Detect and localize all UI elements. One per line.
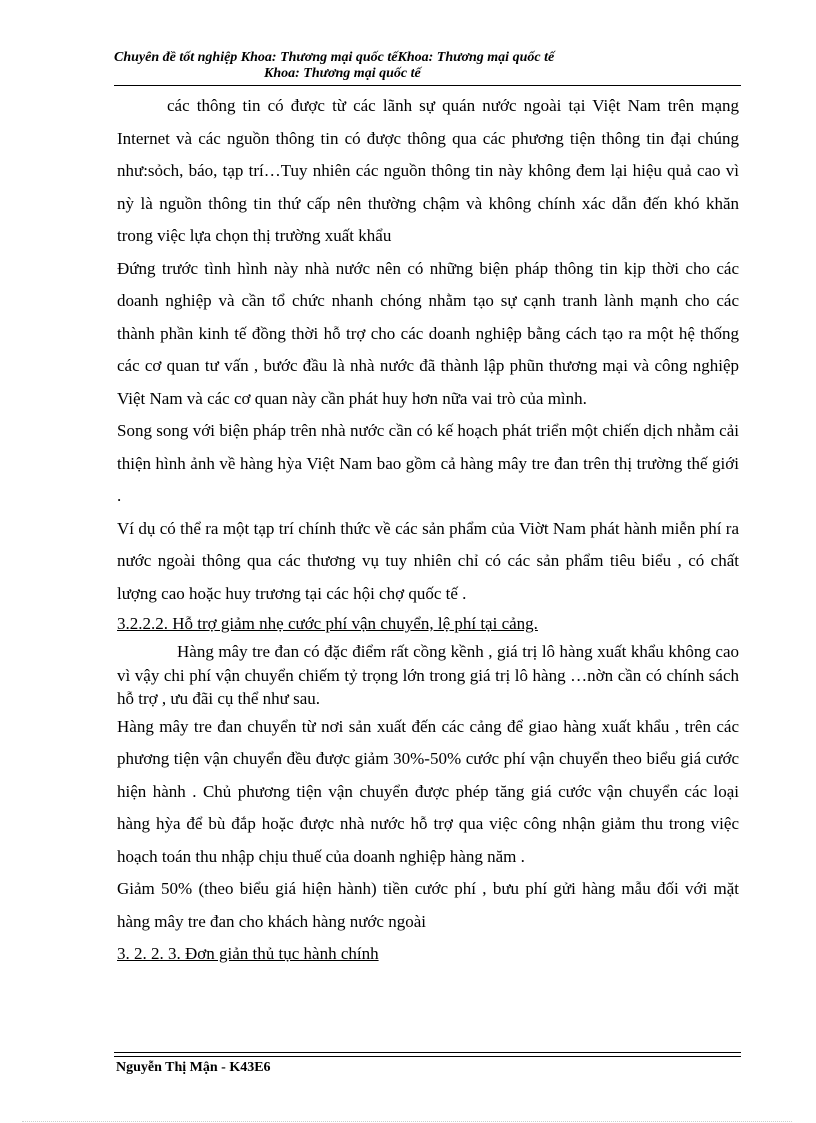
header-rule: [114, 85, 741, 86]
paragraph-5: Hàng mây tre đan có đặc điểm rất cồng kềnh , giá trị lô hàng xuất khẩu không cao vì vậy chi phí vận chuyển chiếm tỷ trọng lớn trong giá trị lô hàng …nờn cần có chính sách hỗ trợ , ưu đãi cụ thể như sau.: [117, 642, 739, 708]
paragraph-3: Song song với biện pháp trên nhà nước cần có kế hoạch phát triển một chiến dịch nhằm cải thiện hình ảnh về hàng hỳa Việt Nam bao gồm cả hàng mây tre đan trên thị trường thế giới .: [117, 421, 739, 505]
paragraph-6: Hàng mây tre đan chuyển từ nơi sản xuất đến các cảng để giao hàng xuất khẩu , trên các phương tiện vận chuyển đều được giảm 30%-50% cước phí vận chuyển theo biểu giá cước hiện hành . Chủ phương tiện vận chuyển được phép tăng giá cước vận chuyển các loại hàng hỳa để bù đắp hoặc được nhà nước hỗ trợ qua việc công nhận giảm thu trong việc hoạch toán thu nhập chịu thuế của doanh nghiệp hàng năm .: [117, 716, 739, 866]
paragraph-1: các thông tin có được từ các lãnh sự quán nước ngoài tại Việt Nam trên mạng Internet và các nguồn thông tin có được thông qua các phương tiện thông tin đại chúng như:sỏch, báo, tạp trí…Tuy nhiên các nguồn thông tin này không đem lại hiệu quả cao vì nỳ là nguồn thông tin thứ cấp nên thường chậm và không chính xác dẫn đến khó khăn trong việc lựa chọn thị trường xuất khẩu: [117, 96, 739, 245]
footer-rule-top: [114, 1052, 741, 1053]
page-header: [114, 50, 740, 82]
section-heading-3-2-2-3: 3. 2. 2. 3. Đơn giản thủ tục hành chính: [117, 944, 379, 963]
section-heading-3-2-2-2: 3.2.2.2. Hỗ trợ giảm nhẹ cước phí vận chuyển, lệ phí tại cảng.: [117, 614, 538, 633]
paragraph-2: Đứng trước tình hình này nhà nước nên có những biện pháp thông tin kịp thời cho các doanh nghiệp và cần tổ chức nhanh chóng nhằm tạo sự cạnh tranh lành mạnh cho các thành phần kinh tế đồng thời hỗ trợ cho các doanh nghiệp bằng cách tạo ra một hệ thống các cơ quan tư vấn , bước đầu là nhà nước đã thành lập phũn thương mại và công nghiệp Việt Nam và các cơ quan này cần phát huy hơn nữa vai trò của mình.: [117, 258, 739, 408]
page-edge-dotted-line: [22, 1121, 792, 1122]
header-line-2: Khoa: Thương mại quốc tế: [264, 66, 421, 81]
paragraph-7: Giảm 50% (theo biểu giá hiện hành) tiền cước phí , bưu phí gửi hàng mẫu đối với mặt hàng mây tre đan cho khách hàng nước ngoài: [117, 879, 739, 931]
document-body: [117, 90, 739, 968]
header-line-1: Chuyên đề tốt nghiệp Khoa: Thương mại quốc tếKhoa: Thương mại quốc tế: [114, 50, 555, 65]
page-footer-author: Nguyễn Thị Mận - K43E6: [116, 1060, 271, 1075]
footer-rule-bottom: [114, 1056, 741, 1057]
paragraph-4: Ví dụ có thể ra một tạp trí chính thức về các sản phẩm của Viờt Nam phát hành miễn phí ra nước ngoài thông qua các thương vụ tuy nhiên chỉ có các sản phẩm tiêu biểu , có chất lượng cao hoặc huy trương tại các hội chợ quốc tế .: [117, 518, 739, 603]
